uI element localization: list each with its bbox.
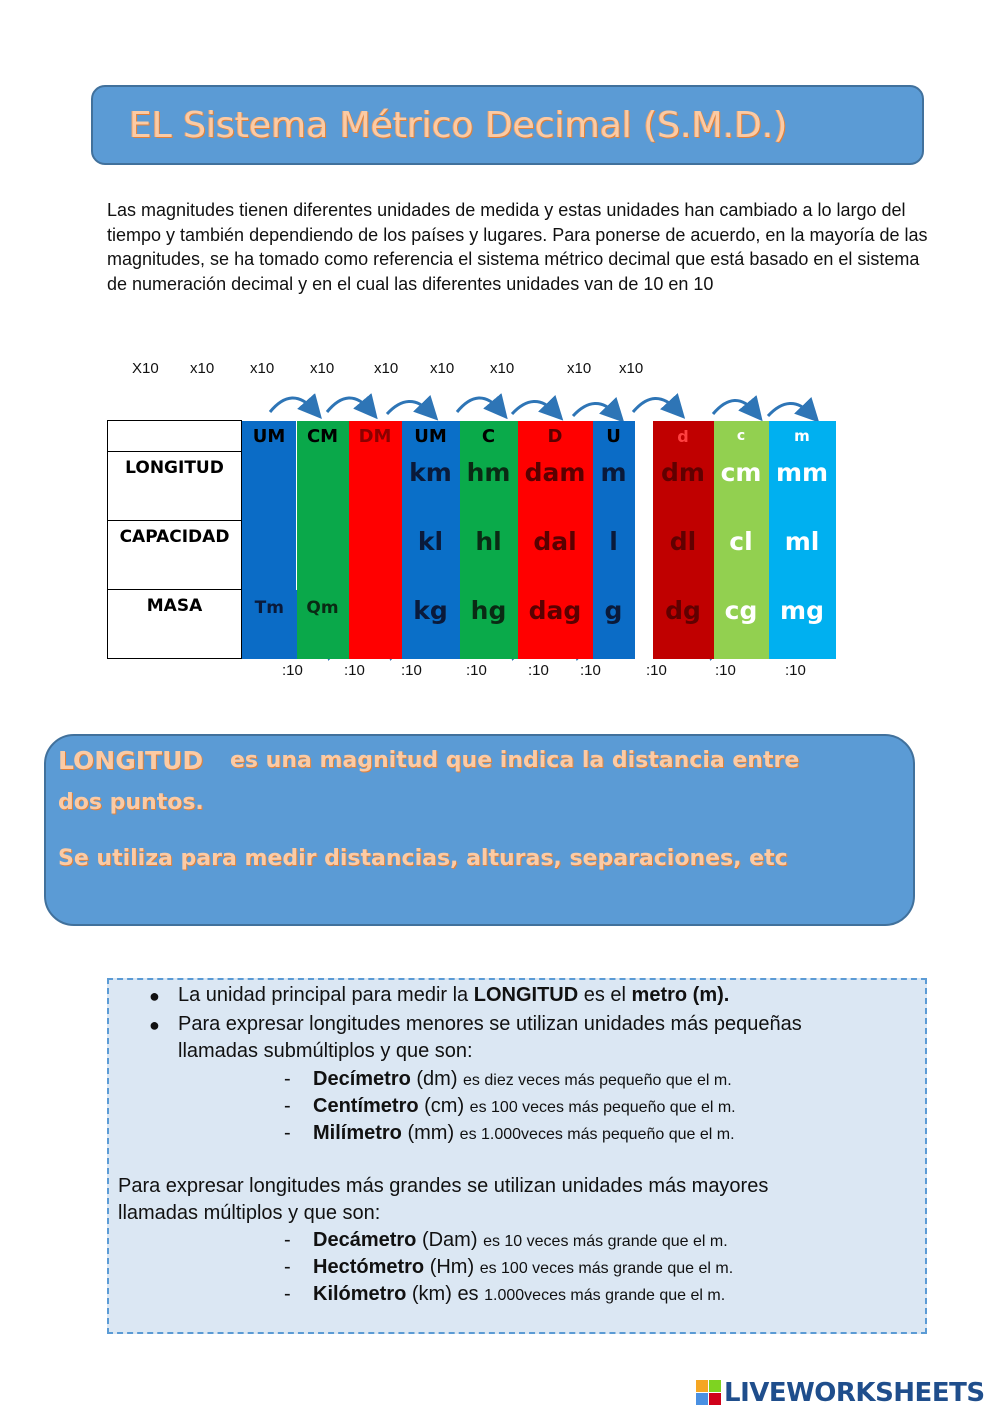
dash-icon: - [284, 1229, 291, 1251]
submultiple-item: Milímetro (mm) es 1.000veces más pequeño que el m. [313, 1122, 735, 1144]
divide-label: :10 [785, 662, 806, 679]
longitud-usage-line: Se utiliza para medir distancias, alturas, separaciones, etc [58, 846, 788, 871]
divide-label: :10 [282, 662, 303, 679]
unit-cell: Qm [297, 590, 349, 659]
dash-icon: - [284, 1283, 291, 1305]
dash-icon: - [284, 1122, 291, 1144]
multiply-label: X10 [132, 360, 159, 377]
unit-cell [635, 452, 653, 521]
header-cell [635, 421, 653, 452]
submultiple-item: Decímetro (dm) es diez veces más pequeño que el m. [313, 1068, 732, 1090]
info-box [107, 978, 927, 1334]
unit-cell: hl [460, 521, 518, 590]
unit-cell: dal [518, 521, 593, 590]
liveworksheets-logo-icon [696, 1380, 722, 1408]
info-bullet-2-line2: llamadas submúltiplos y que son: [178, 1040, 473, 1062]
dash-icon: - [284, 1095, 291, 1117]
divide-label: :10 [528, 662, 549, 679]
unit-cell: m [593, 452, 635, 521]
row-label: MASA [108, 590, 242, 659]
unit-cell [297, 521, 349, 590]
unit-cell: km [402, 452, 460, 521]
divide-label: :10 [715, 662, 736, 679]
row-label: CAPACIDAD [108, 521, 242, 590]
multiply-arrow [512, 401, 555, 414]
header-cell: d [653, 421, 714, 452]
header-cell: DM [349, 421, 402, 452]
unit-cell [349, 590, 402, 659]
header-cell: c [714, 421, 769, 452]
multiply-label: x10 [250, 360, 275, 377]
multiply-arrow [713, 400, 755, 414]
unit-cell [242, 452, 297, 521]
unit-cell: dam [518, 452, 593, 521]
multiply-label: x10 [374, 360, 399, 377]
unit-cell [349, 521, 402, 590]
unit-cell [297, 452, 349, 521]
multiply-label: x10 [490, 360, 515, 377]
multiply-arrow [768, 403, 811, 416]
unit-cell [635, 521, 653, 590]
header-corner [108, 421, 242, 452]
multiple-item: Kilómetro (km) es 1.000veces más grande que el m. [313, 1283, 726, 1305]
multiply-arrow [457, 398, 500, 412]
longitud-definition-line2: dos puntos. [58, 790, 204, 815]
divide-label: :10 [466, 662, 487, 679]
dash-icon: - [284, 1068, 291, 1090]
unit-cell [349, 452, 402, 521]
multiply-label: x10 [619, 360, 644, 377]
intro-paragraph: Las magnitudes tienen diferentes unidades de medida y estas unidades han cambiado a lo largo del tiempo y también dependiendo de los países y lugares. Para ponerse de acuerdo, en la mayoría de las magnitudes, se ha tomado como referencia el sistema métrico decimal que está basado en el sistema de numeración decimal y en el cual las diferentes unidades van de 10 en 10 [107, 200, 928, 294]
multiply-label: x10 [567, 360, 592, 377]
table-row [108, 590, 836, 659]
header-cell: C [460, 421, 518, 452]
unit-cell: dm [653, 452, 714, 521]
unit-cell: hg [460, 590, 518, 659]
divide-label: :10 [344, 662, 365, 679]
multiple-item: Decámetro (Dam) es 10 veces más grande que el m. [313, 1229, 728, 1251]
multiples-intro-line2: llamadas múltiplos y que son: [118, 1202, 381, 1224]
table-header-row [108, 421, 836, 452]
brand-text: LIVEWORKSHEETS [724, 1378, 985, 1408]
header-cell: CM [297, 421, 349, 452]
bullet-icon: ● [149, 986, 160, 1006]
unit-cell: dg [653, 590, 714, 659]
unit-cell: kl [402, 521, 460, 590]
row-label: LONGITUD [108, 452, 242, 521]
units-table [107, 420, 836, 659]
multiply-label: x10 [310, 360, 335, 377]
divide-label: :10 [580, 662, 601, 679]
unit-cell: dl [653, 521, 714, 590]
info-bullet-2-line1: Para expresar longitudes menores se utilizan unidades más pequeñas [178, 1013, 802, 1035]
multiply-arrow [633, 398, 677, 412]
unit-cell: mm [769, 452, 836, 521]
header-cell: D [518, 421, 593, 452]
longitud-heading: LONGITUD [58, 746, 204, 775]
header-cell: UM [242, 421, 297, 452]
unit-cell: kg [402, 590, 460, 659]
multiply-arrow [387, 401, 430, 414]
divide-label: :10 [401, 662, 422, 679]
unit-cell: cg [714, 590, 769, 659]
multiples-intro-line1: Para expresar longitudes más grandes se utilizan unidades más mayores [118, 1175, 769, 1197]
unit-cell: mg [769, 590, 836, 659]
table-row [108, 452, 836, 521]
multiply-label: x10 [190, 360, 215, 377]
page-title: EL Sistema Métrico Decimal (S.M.D.) [129, 105, 788, 146]
divide-label: :10 [646, 662, 667, 679]
multiply-arrow [327, 398, 370, 412]
table-row [108, 521, 836, 590]
header-cell: m [769, 421, 836, 452]
unit-cell: ml [769, 521, 836, 590]
unit-cell [242, 521, 297, 590]
unit-cell: Tm [242, 590, 297, 659]
unit-cell [635, 590, 653, 659]
unit-cell: hm [460, 452, 518, 521]
info-bullet-1: La unidad principal para medir la LONGITUD es el metro (m). [178, 984, 730, 1006]
longitud-definition-line1: es una magnitud que indica la distancia entre [230, 748, 800, 773]
unit-cell: cl [714, 521, 769, 590]
liveworksheets-brand [696, 1378, 996, 1410]
header-cell: U [593, 421, 635, 452]
submultiple-item: Centímetro (cm) es 100 veces más pequeño que el m. [313, 1095, 736, 1117]
unit-cell: g [593, 590, 635, 659]
unit-cell: dag [518, 590, 593, 659]
header-cell: UM [402, 421, 460, 452]
multiply-label: x10 [430, 360, 455, 377]
multiply-arrow [573, 403, 616, 416]
multiple-item: Hectómetro (Hm) es 100 veces más grande que el m. [313, 1256, 734, 1278]
unit-cell: cm [714, 452, 769, 521]
longitud-definition-box [44, 734, 915, 926]
dash-icon: - [284, 1256, 291, 1278]
multiply-arrow [270, 398, 314, 412]
bullet-icon: ● [149, 1015, 160, 1035]
unit-cell: l [593, 521, 635, 590]
